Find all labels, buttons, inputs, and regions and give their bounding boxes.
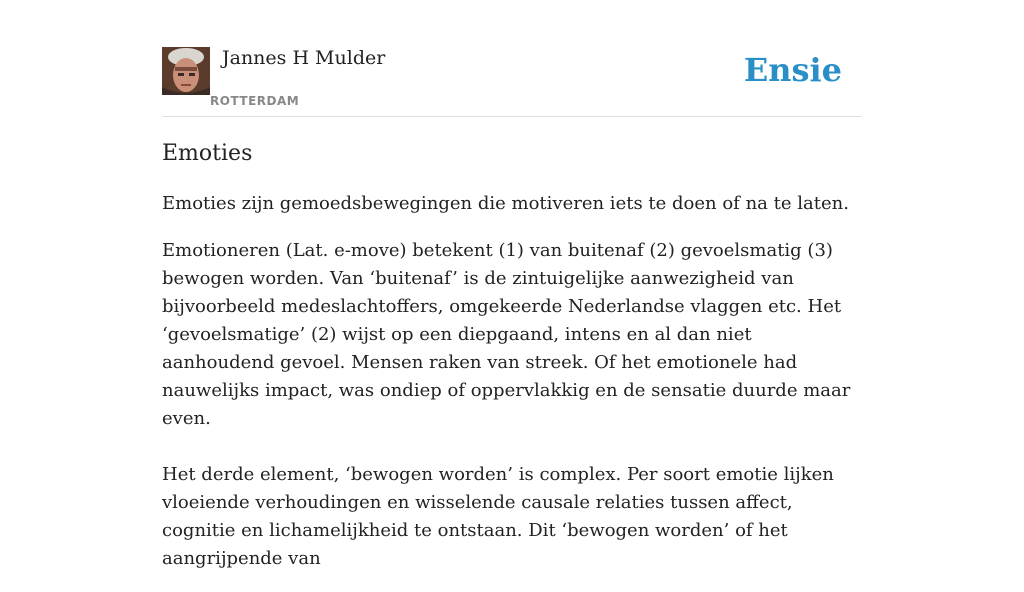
article-paragraph: Emoties zijn gemoedsbewegingen die motiveren iets te doen of na te laten. (162, 193, 849, 214)
article-paragraph: Het derde element, ‘bewogen worden’ is complex. Per soort emotie lijken vloeiende verhoudingen en wisselende causale relaties tussen affect, cognitie en lichamelijkheid te ontstaan. Dit ‘bewogen worden’ of het aangrijpende van (162, 464, 834, 569)
author-location: ROTTERDAM (210, 94, 300, 108)
author-avatar[interactable] (162, 47, 210, 95)
article (162, 138, 862, 592)
brand-logo[interactable]: Ensie (743, 51, 842, 89)
avatar-photo-icon (162, 47, 210, 95)
article-paragraph: Emotioneren (Lat. e-move) betekent (1) van buitenaf (2) gevoelsmatig (3) bewogen worden. Van ‘buitenaf’ is de zintuigelijke aanwezigheid van bijvoorbeeld medeslachtoffers, omgekeerde Nederlandse vlaggen etc. Het ‘gevoelsmatige’ (2) wijst op een diepgaand, intens en al dan niet aanhoudend gevoel. Mensen raken van streek. Of het emotionele had nauwelijks impact, was ondiep of oppervlakkig en de sensatie duurde maar even. (162, 240, 851, 429)
article-title: Emoties (162, 141, 253, 166)
author-name[interactable]: Jannes H Mulder (222, 47, 386, 69)
author-header (162, 46, 862, 117)
